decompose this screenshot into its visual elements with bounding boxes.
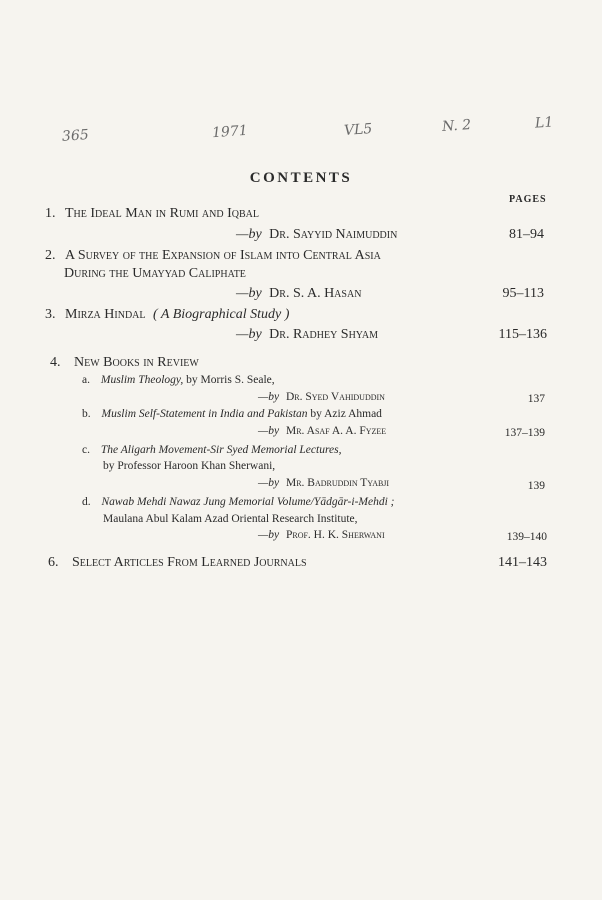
review-d-reviewer xyxy=(258,529,385,541)
review-b xyxy=(82,408,382,420)
entry-6-pages: 141–143 xyxy=(498,555,547,570)
author-name: Dr. Radhey Shyam xyxy=(269,327,379,342)
by-prefix: —by xyxy=(236,286,262,301)
entry-2-title-cont: During the Umayyad Caliphate xyxy=(64,266,246,281)
pages-column-header: PAGES xyxy=(509,194,547,205)
entry-1 xyxy=(45,206,259,222)
review-book: The Aligarh Movement-Sir Syed Memorial Lectures, xyxy=(100,444,342,456)
entry-2-author xyxy=(236,286,361,302)
review-book: Nawab Mehdi Nawaz Jung Memorial Volume/Yādgār-i-Mehdi ; xyxy=(101,496,395,508)
entry-3 xyxy=(45,307,289,323)
review-a-reviewer xyxy=(258,391,385,403)
author-name: Dr. Sayyid Naimuddin xyxy=(269,227,398,242)
by-prefix: —by xyxy=(258,529,280,541)
handwritten-mark: 1971 xyxy=(211,122,249,142)
entry-title: Select Articles From Learned Journals xyxy=(72,555,307,570)
entry-number: 6. xyxy=(48,555,59,570)
review-book: Muslim Theology, xyxy=(100,374,184,386)
entry-4 xyxy=(50,355,199,371)
page-title: CONTENTS xyxy=(249,170,353,186)
review-letter: c. xyxy=(82,444,90,456)
entry-number: 3. xyxy=(45,307,56,322)
entry-3-pages: 115–136 xyxy=(498,327,547,342)
handwritten-mark: N. 2 xyxy=(441,117,472,135)
review-c-reviewer xyxy=(258,477,389,489)
by-prefix: —by xyxy=(236,227,262,242)
handwritten-mark: L1 xyxy=(534,114,554,132)
reviewer-name: Prof. H. K. Sherwani xyxy=(285,529,385,541)
handwritten-mark: 365 xyxy=(61,127,90,145)
review-book-rest: by Aziz Ahmad xyxy=(307,408,382,420)
review-d-pages: 139–140 xyxy=(506,531,547,543)
by-prefix: —by xyxy=(258,477,280,489)
entry-subtitle: ( A Biographical Study ) xyxy=(153,307,290,322)
entry-title: Mirza Hindal xyxy=(65,307,146,322)
entry-number: 2. xyxy=(45,248,56,263)
review-c-pages: 139 xyxy=(527,480,545,492)
review-book-rest: by Morris S. Seale, xyxy=(183,374,275,386)
reviewer-name: Dr. Syed Vahiduddin xyxy=(285,391,385,403)
review-d-line2: Maulana Abul Kalam Azad Oriental Research Institute, xyxy=(103,513,358,525)
entry-1-pages: 81–94 xyxy=(509,227,544,242)
review-c xyxy=(82,444,341,456)
by-prefix: —by xyxy=(236,327,262,342)
entry-6 xyxy=(48,555,307,571)
review-a-pages: 137 xyxy=(527,393,545,405)
author-name: Dr. S. A. Hasan xyxy=(269,286,362,301)
review-b-reviewer xyxy=(258,425,386,437)
review-c-line2: by Professor Haroon Khan Sherwani, xyxy=(103,460,276,472)
review-d xyxy=(82,496,395,508)
review-a xyxy=(82,374,275,386)
review-letter: b. xyxy=(82,408,91,420)
review-book: Muslim Self-Statement in India and Pakistan xyxy=(101,408,308,420)
entry-2 xyxy=(45,248,381,264)
handwritten-mark: VL5 xyxy=(343,121,373,139)
review-letter: a. xyxy=(82,374,90,386)
entry-title: New Books in Review xyxy=(74,355,199,370)
entry-title: The Ideal Man in Rumi and Iqbal xyxy=(65,206,259,221)
review-letter: d. xyxy=(82,496,91,508)
by-prefix: —by xyxy=(258,391,280,403)
reviewer-name: Mr. Badruddin Tyabji xyxy=(285,477,390,489)
entry-2-pages: 95–113 xyxy=(502,286,544,301)
review-b-pages: 137–139 xyxy=(504,427,545,439)
reviewer-name: Mr. Asaf A. A. Fyzee xyxy=(285,425,387,437)
by-prefix: —by xyxy=(258,425,280,437)
entry-3-author xyxy=(236,327,378,343)
entry-number: 4. xyxy=(50,355,61,370)
entry-number: 1. xyxy=(45,206,56,221)
entry-title: A Survey of the Expansion of Islam into Central Asia xyxy=(65,248,381,263)
entry-1-author xyxy=(236,227,397,243)
